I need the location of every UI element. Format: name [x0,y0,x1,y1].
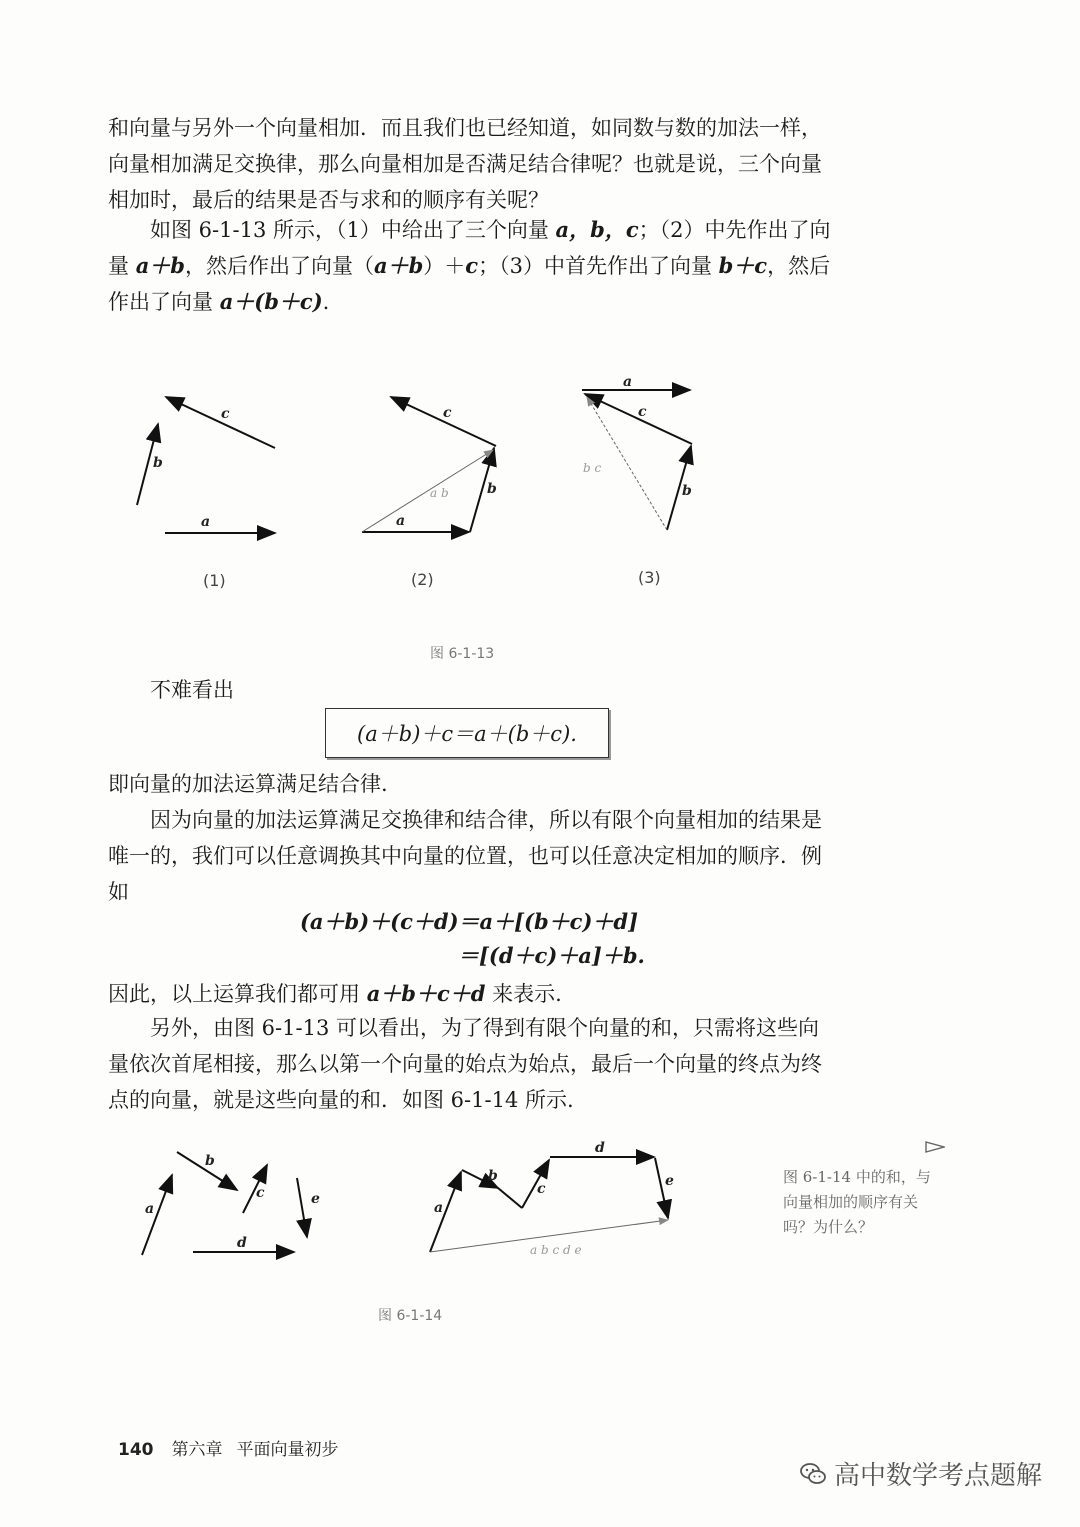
equation-line-1: (a＋b)＋(c＋d)＝a＋[(b＋c)＋d] [300,909,639,934]
subfigure-label-2: (2) [411,570,434,589]
paragraph-intro: 和向量与另外一个向量相加．而且我们也已经知道，如同数与数的加法一样，向量相加满足交换律，那么向量相加是否满足结合律呢？也就是说，三个向量相加时，最后的结果是否与求和的顺序有关呢？ [108,116,822,212]
vector-e-arrow [297,1178,307,1237]
label-b: b [205,1153,215,1169]
paragraph-polygon-rule: 另外，由图 6-1-13 可以看出，为了得到有限个向量的和，只需将这些向量依次首尾相接，那么以第一个向量的始点为始点，最后一个向量的终点为终点的向量，就是这些向量的和．如图 6-1-14 所示. [108,1016,822,1112]
label-a: a [396,513,406,529]
side-note-question: 图 6-1-14 中的和，与向量相加的顺序有关吗？为什么？ [783,1168,931,1236]
wechat-icon [800,1462,826,1486]
paragraph-finite-sum: 因为向量的加法运算满足交换律和结合律，所以有限个向量相加的结果是唯一的，我们可以任意调换其中向量的位置，也可以任意决定相加的顺序．例如 [108,808,822,904]
label-a: a [201,514,211,530]
label-c: c [443,405,452,421]
label-a: a [434,1200,444,1216]
boxed-associative-law: (a＋b)＋c＝a＋(b＋c). [325,708,609,758]
label-e: e [665,1173,674,1189]
chapter-title: 平面向量初步 [236,1440,339,1460]
label-d: d [595,1140,605,1156]
label-a: a [145,1201,155,1217]
subfigure-label-3: (3) [638,568,661,587]
label-e: e [311,1191,320,1207]
page-number: 140 [118,1440,154,1460]
label-a: a [623,374,633,390]
label-b-plus-c: b c [583,461,602,475]
label-a-plus-b: a b [430,486,449,500]
text-associative-law: 即向量的加法运算满足结合律. [108,772,388,796]
watermark: 高中数学考点题解 [800,1455,1042,1492]
label-b: b [682,483,692,499]
vector-b-arrow-continued [498,1188,522,1208]
paragraph-notation: 因此，以上运算我们都可用 a＋b＋c＋d 来表示. [108,981,562,1006]
note-pencil-icon [925,1140,945,1154]
figure-caption-6-1-13: 图 6-1-13 [430,646,495,662]
label-sum: a b c d e [530,1243,582,1257]
subfigure-label-1: (1) [203,571,226,590]
page-footer [118,1435,339,1460]
equation-line-2: ＝[(d＋c)＋a]＋b. [458,943,645,968]
label-c: c [221,406,230,422]
label-b: b [487,481,497,497]
label-b: b [488,1168,498,1184]
label-c: c [256,1185,265,1201]
text-not-difficult: 不难看出 [150,678,234,702]
figure-caption-6-1-14: 图 6-1-14 [378,1308,443,1324]
label-d: d [237,1235,247,1251]
label-c: c [638,404,647,420]
figure-6-1-14 [0,1130,760,1280]
label-c: c [537,1181,546,1197]
chapter-label: 第六章 [171,1440,223,1460]
paragraph-fig13-description: 如图 6-1-13 所示，（1）中给出了三个向量 a，b，c；（2）中先作出了向量 a＋b，然后作出了向量（a＋b）＋c；（3）中首先作出了向量 b＋c，然后作出了向量 a＋(b＋c). [108,217,831,314]
vector-c-arrow [166,397,275,448]
figure-6-1-13 [0,360,1080,660]
label-b: b [153,455,163,471]
